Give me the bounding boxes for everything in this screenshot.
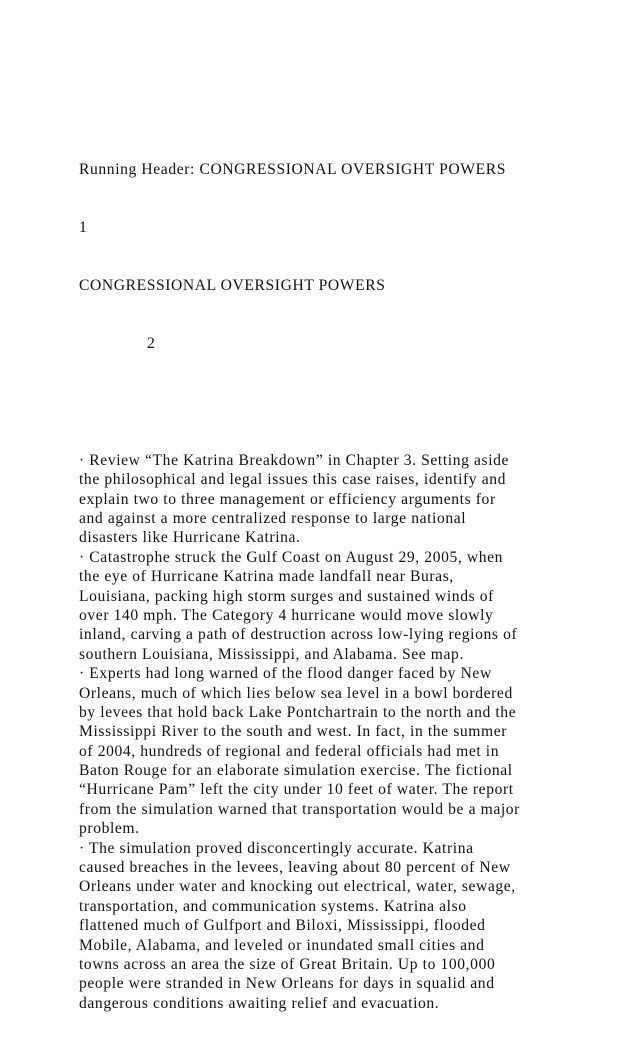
text-line: people were stranded in New Orleans for days in squalid and: [79, 975, 495, 993]
text-line: the philosophical and legal issues this case raises, identify and: [79, 471, 507, 489]
text-line: transportation, and communication systems. Katrina also: [79, 897, 467, 915]
text-line: Louisiana, packing high storm surges and sustained winds of: [79, 587, 494, 605]
text-line: towns across an area the size of Great Britain. Up to 100,000: [79, 955, 496, 973]
text-line: Orleans, much of which lies below sea level in a bowl bordered: [79, 684, 513, 702]
text-line: of 2004, hundreds of regional and federal officials had met in: [79, 742, 500, 760]
text-line: southern Louisiana, Mississippi, and Alabama. See map.: [79, 645, 464, 663]
text-line: the eye of Hurricane Katrina made landfall near Buras,: [79, 568, 454, 586]
text-line: over 140 mph. The Category 4 hurricane would move slowly: [79, 606, 494, 624]
text-line: Baton Rouge for an elaborate simulation exercise. The fictional: [79, 762, 513, 780]
text-line: by levees that hold back Lake Pontchartrain to the north and the: [79, 703, 517, 721]
text-line: flattened much of Gulfport and Biloxi, Mississippi, flooded: [79, 917, 486, 935]
text-line: Mobile, Alabama, and leveled or inundated small cities and: [79, 936, 485, 954]
text-line: disasters like Hurricane Katrina.: [79, 529, 301, 547]
text-line: from the simulation warned that transportation would be a major: [79, 800, 520, 818]
text-line: problem.: [79, 820, 140, 838]
text-line: · The simulation proved disconcertingly accurate. Katrina: [79, 839, 474, 857]
text-line: · Catastrophe struck the Gulf Coast on August 29, 2005, when: [79, 548, 504, 566]
text-line: Mississippi River to the south and west. In fact, in the summer: [79, 723, 508, 741]
page-number: 1: [79, 219, 88, 237]
text-line: and against a more centralized response to large national: [79, 510, 467, 527]
text-line: inland, carving a path of destruction across low-lying regions of: [79, 626, 518, 644]
text-line: · Experts had long warned of the flood danger faced by New: [79, 665, 492, 683]
text-line: · Review “The Katrina Breakdown” in Chapter 3. Setting aside: [79, 451, 510, 469]
text-line: caused breaches in the levees, leaving about 80 percent of New: [79, 859, 511, 877]
text-line: Orleans under water and knocking out electrical, water, sewage,: [79, 878, 516, 896]
text-line: dangerous conditions awaiting relief and evacuation.: [79, 994, 440, 1012]
page-number: 2: [147, 335, 156, 353]
header-title: CONGRESSIONAL OVERSIGHT POWERS: [79, 277, 386, 295]
running-header: Running Header: CONGRESSIONAL OVERSIGHT POWERS: [79, 160, 506, 178]
document-text: [79, 121, 619, 1052]
text-line: “Hurricane Pam” left the city under 10 feet of water. The report: [79, 781, 514, 799]
blank-line: [79, 393, 619, 412]
text-line: explain two to three management or efficiency arguments for: [79, 490, 496, 508]
body-text: [79, 451, 619, 1013]
